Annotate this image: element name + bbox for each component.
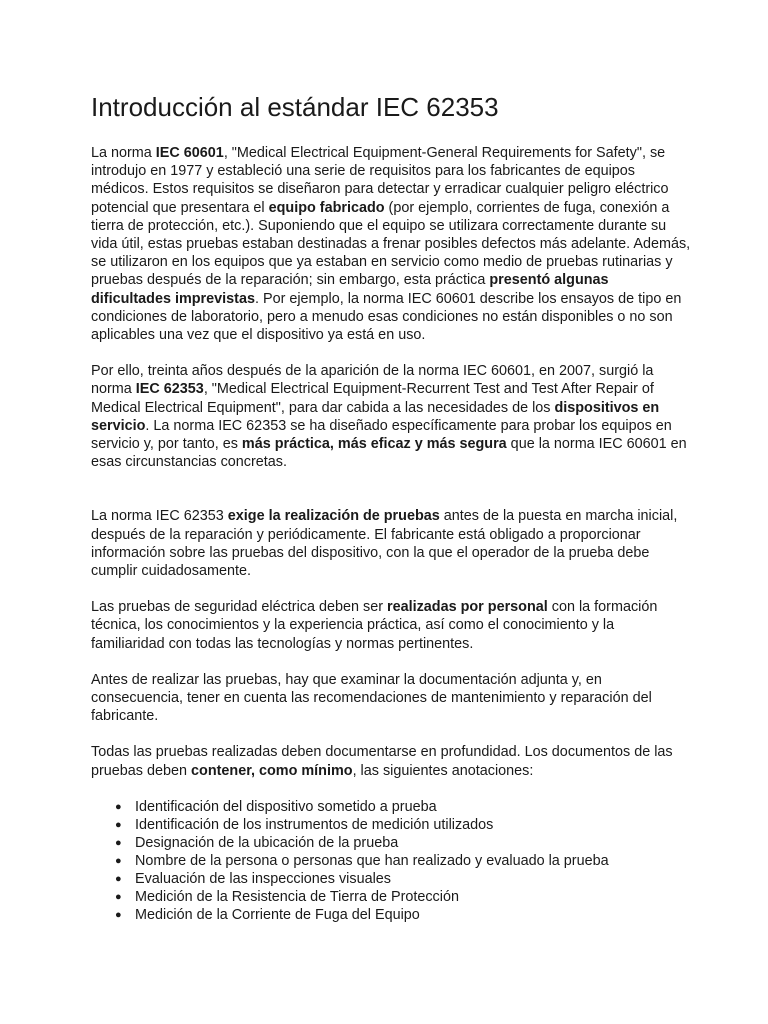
list-item-text: Identificación del dispositivo sometido a prueba xyxy=(135,798,437,815)
list-item-text: Medición de la Corriente de Fuga del Equipo xyxy=(135,906,420,923)
list-item-text: Medición de la Resistencia de Tierra de Protección xyxy=(135,888,459,905)
annotation-list xyxy=(91,798,691,924)
text-run: , "Medical Electrical Equipment-General Requirements for Safety", se introdujo en 1977 y estableció una serie de requisitos para los fabricantes de equipos médicos. Estos requisitos se diseñaron para detectar y erradicar cualquier peligro eléctrico potencial que presentara el xyxy=(91,145,669,216)
bold-text: equipo fabricado xyxy=(268,199,385,216)
list-item-text: Nombre de la persona o personas que han realizado y evaluado la prueba xyxy=(135,852,609,869)
paragraph-documentation-contents xyxy=(91,743,691,779)
bold-text: realizadas por personal xyxy=(387,599,548,616)
paragraph-iec-62353-origin xyxy=(91,362,691,471)
list-item xyxy=(115,852,691,870)
bullet-icon: ● xyxy=(115,818,122,831)
bullet-icon: ● xyxy=(115,872,122,885)
bullet-icon: ● xyxy=(115,854,122,867)
list-item xyxy=(115,816,691,834)
text-run: La norma IEC 62353 xyxy=(91,508,228,525)
page-title: Introducción al estándar IEC 62353 xyxy=(91,92,499,122)
list-item xyxy=(115,906,691,924)
list-item-text: Evaluación de las inspecciones visuales xyxy=(135,870,391,887)
list-item xyxy=(115,870,691,888)
text-run: , las siguientes anotaciones: xyxy=(352,762,534,779)
text-run: (por ejemplo, corrientes de fuga, conexión a tierra de protección, etc.). Suponiendo que el equipo se utilizara correctamente durante su vida útil, estas pruebas estaban destinadas a frenar posibles defectos más adelante. Además, se utilizaron en los equipos que ya estaban en servicio como medio de pruebas rutinarias y pruebas después de la reparación; sin embargo, esta práctica xyxy=(91,199,691,289)
list-item xyxy=(115,834,691,852)
bold-text: exige la realización de pruebas xyxy=(227,508,440,525)
bullet-icon: ● xyxy=(115,836,122,849)
list-item-text: Identificación de los instrumentos de medición utilizados xyxy=(135,816,494,833)
text-run: Por ello, treinta años después de la aparición de la norma IEC 60601, en 2007, surgió la norma xyxy=(91,363,654,398)
text-run: que la norma IEC 60601 en esas circunstancias concretas. xyxy=(91,436,687,471)
text-run: Antes de realizar las pruebas, hay que examinar la documentación adjunta y, en consecuencia, tener en cuenta las recomendaciones de mantenimiento y reparación del fabricante. xyxy=(91,671,652,725)
bold-text: IEC 60601 xyxy=(155,145,224,161)
text-run: . La norma IEC 62353 se ha diseñado específicamente para probar los equipos en servicio y, por tanto, es xyxy=(91,417,672,453)
text-run: La norma xyxy=(91,145,156,161)
bullet-icon: ● xyxy=(115,890,122,903)
bullet-icon: ● xyxy=(115,800,122,813)
list-item xyxy=(115,888,691,906)
list-item-text: Designación de la ubicación de la prueba xyxy=(135,834,399,851)
text-run: , "Medical Electrical Equipment-Recurrent Test and Test After Repair of Medical Electrical Equipment", para dar cabida a las necesidades de los xyxy=(91,381,654,416)
paragraph-testing-requirements xyxy=(91,507,691,580)
bold-text: contener, como mínimo xyxy=(191,762,353,779)
paragraph-qualified-personnel xyxy=(91,598,691,653)
text-run: con la formación técnica, los conocimientos y la experiencia práctica, así como el conocimiento y la familiaridad con todas las tecnologías y normas pertinentes. xyxy=(91,599,658,652)
paragraph-iec-60601-intro xyxy=(91,144,691,344)
document-page xyxy=(91,92,691,924)
text-run: Todas las pruebas realizadas deben documentarse en profundidad. Los documentos de las pruebas deben xyxy=(91,744,673,779)
bullet-icon: ● xyxy=(115,908,122,921)
bold-text: presentó algunas dificultades imprevistas xyxy=(91,272,609,307)
bold-text: dispositivos en servicio xyxy=(91,399,660,434)
text-run: . Por ejemplo, la norma IEC 60601 describe los ensayos de tipo en condiciones de laboratorio, pero a menudo esas condiciones no están disponibles o no son aplicables una vez que el dispositivo ya está en uso. xyxy=(91,290,682,344)
bold-text: IEC 62353 xyxy=(135,381,204,398)
list-item xyxy=(115,798,691,816)
paragraph-documentation-review xyxy=(91,671,691,726)
text-run: Las pruebas de seguridad eléctrica deben ser xyxy=(91,599,387,616)
text-run: antes de la puesta en marcha inicial, después de la reparación y periódicamente. El fabricante está obligado a proporcionar información sobre las pruebas del dispositivo, con la que el operador de la prueba debe cumplir cuidadosamente. xyxy=(91,508,678,580)
bold-text: más práctica, más eficaz y más segura xyxy=(241,436,507,453)
